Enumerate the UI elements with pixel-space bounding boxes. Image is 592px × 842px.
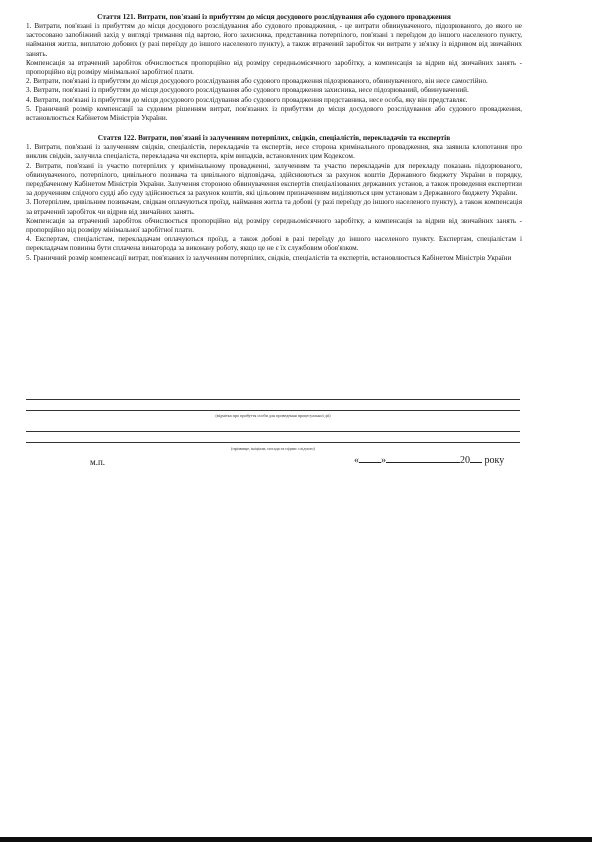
article-121-paragraph: 5. Граничний розмір компенсації за судовим рішенням витрат, пов'язаних із прибуттям до місця досудового розслідування або судового провадження, встановлюється Кабінетом Міністрів України. (26, 104, 522, 123)
article-122-paragraph: 5. Граничний розмір компенсації витрат, пов'язаних із залученням потерпілих, свідків, спеціалістів та експертів, встановлюється Кабінетом Міністрів України (26, 253, 512, 262)
scan-edge-band (0, 837, 592, 842)
article-122-paragraph: 2. Витрати, пов'язані із участю потерпілих у кримінальному провадженні, залученням та участю перекладачів для перекладу показань підозрюваного, обвинуваченого, потерпілого, цивільного позивача та цивільного відповідача, здійснюються за рахунок коштів Державного бюджету України в порядку, передбаченому Кабінетом Міністрів України. Залучення стороною обвинувачення експертів спеціалізованих державних установ, а також проведення експертизи за дорученням слідчого судді або суду здійснюється за рахунок коштів, які цільовим призначенням виділяються цим установам з Державного бюджету України. (26, 161, 522, 198)
arrival-mark-line-2[interactable] (26, 410, 520, 411)
arrival-mark-line-1[interactable] (26, 399, 520, 400)
date-field (354, 455, 504, 466)
article-122-title: Стаття 122. Витрати, пов'язані із залученням потерпілих, свідків, спеціалістів, перекладачів та експертів (97, 133, 451, 143)
stamp-place-label: м.п. (90, 457, 106, 467)
article-121-title: Стаття 121. Витрати, пов'язані із прибуттям до місця досудового розслідування або судового провадження (97, 12, 451, 21)
date-year-blank[interactable] (470, 462, 482, 463)
date-century: 20 (460, 455, 470, 466)
date-open-quote: « (354, 455, 359, 466)
investigator-signature-line-2[interactable] (26, 442, 520, 443)
date-year-word: року (484, 455, 505, 466)
arrival-mark-caption: (відмітка про прибуття особи для проведення процесуальної дії) (215, 413, 331, 418)
article-122-paragraph: Компенсація за втрачений заробіток обчислюється пропорційно від розміру середньомісячного заробітку, а компенсація за відрив від звичайних занять - пропорційно від розміру мінімальної заробітної плати. (26, 216, 522, 235)
article-122-paragraph: 4. Експертам, спеціалістам, перекладачам оплачуються проїзд, а також добові в разі переїзду до іншого населеного пункту. Експертам, спеціалістам і перекладачам повинна бути сплачена винагорода за виконану роботу, якщо це не є їх службовим обов'язком. (26, 235, 522, 253)
investigator-signature-line-1[interactable] (26, 431, 520, 432)
article-122-paragraph: 1. Витрати, пов'язані із залученням свідків, спеціалістів, перекладачів та експертів, несе сторона кримінального провадження, яка заявила клопотання про виклик свідків, залучила спеціаліста, перекладача чи експерта, крім випадків, встановлених цим Кодексом. (26, 143, 522, 161)
date-close-quote: » (381, 455, 386, 466)
document-body (26, 12, 522, 263)
article-121-paragraph: Компенсація за втрачений заробіток обчислюється пропорційно від розміру середньомісячного заробітку, а компенсація за відрив від звичайних занять - пропорційно від розміру мінімальної заробітної плати. (26, 58, 522, 77)
date-month-blank[interactable] (386, 462, 460, 463)
article-121-paragraph: 4. Витрати, пов'язані із прибуттям до місця досудового розслідування або судового провадження представника, несе особа, яку він представляє. (26, 95, 468, 104)
article-121-paragraph: 3. Витрати, пов'язані із прибуттям до місця досудового розслідування або судового провадження захисника, несе підозрюваний, обвинувачений. (26, 86, 469, 95)
article-121-paragraph: 2. Витрати, пов'язані із прибуттям до місця досудового розслідування або судового провадження підозрюваного, обвинуваченого, він несе самостійно. (26, 77, 488, 86)
investigator-signature-caption: (прізвище, ініціали, посада та підпис слідчого) (231, 446, 315, 451)
article-122-paragraph: 3. Потерпілим, цивільним позивачам, свідкам оплачуються проїзд, наймання житла та добові (у разі переїзду до іншого населеного пункту), а також компенсація за втрачений заробіток чи відрив від звичайних занять. (26, 198, 522, 216)
article-121-paragraph: 1. Витрати, пов'язані із прибуттям до місця досудового розслідування або судового провадження, - це витрати обвинуваченого, підозрюваного, до якого не застосовано запобіжний захід у вигляді тримання під вартою, його захисника, представника потерпілого, пов'язані з переїздом до іншого населеного пункту, наймання житла, виплатою добових (у разі переїзду до іншого населеного пункту), а також втрачений заробіток чи витрати у зв'язку із відривом від звичайних занять. (26, 22, 522, 58)
date-day-blank[interactable] (359, 462, 381, 463)
